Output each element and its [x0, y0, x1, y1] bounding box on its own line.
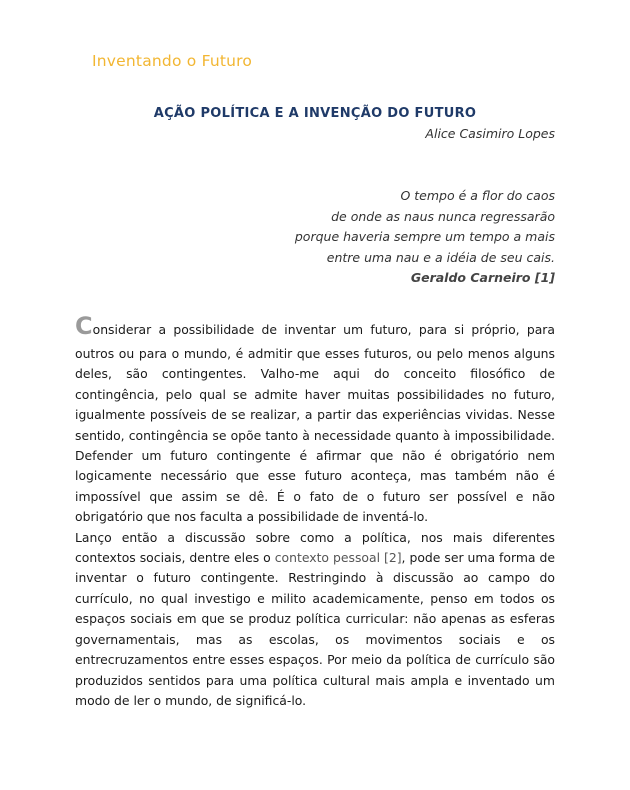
paragraph-2 [75, 528, 555, 712]
article-body [75, 314, 555, 711]
footnote-link-contexto-pessoal[interactable]: contexto pessoal [2] [274, 550, 402, 566]
paragraph-1 [75, 314, 555, 528]
paragraph-1-first-line-text: onsiderar a possibilidade de inventar um futuro, para si próprio, para [92, 322, 555, 337]
drop-cap: C [75, 312, 93, 340]
paragraph-2-text-end: , pode ser uma forma de inventar o futuro contingente. Restringindo à discussão ao campo do currículo, no qual investigo e milito academicamente, penso em todos os espaços sociais em que se produz política curricular: não apenas as esferas governamentais, mas as escolas, os movimentos sociais e os entrecruzamentos entre esses espaços. Por meio da política de currículo são produzidos sentidos para uma política cultural mais ampla e inventado um modo de ler o mundo, de significá-lo. [75, 550, 555, 708]
epigraph-line: porque haveria sempre um tempo a mais [294, 229, 555, 244]
paragraph-2-text-start: Lanço então a discussão sobre como a política, nos mais diferentes contextos sociais, dentre eles o [75, 529, 555, 566]
paragraph-1-text: outros ou para o mundo, é admitir que esses futuros, ou pelo menos alguns deles, são contingentes. Valho-me aqui do conceito filosófico de contingência, pelo qual se admite haver muitas possibilidades no futuro, igualmente possíveis de se realizar, a partir das experiências vividas. Nesse sentido, contingência se opõe tanto à necessidade quanto à impossibilidade. Defender um futuro contingente é afirmar que não é obrigatório nem logicamente necessário que esse futuro aconteça, mas também não é impossível que assim se dê. É o fato de o futuro ser possível e não obrigatório que nos faculta a possibilidade de inventá-lo. [75, 346, 555, 525]
epigraph-line: entre uma nau e a idéia de seu cais. [326, 249, 555, 265]
epigraph-line: de onde as naus nunca regressarão [331, 208, 555, 224]
epigraph [295, 186, 555, 289]
epigraph-attribution: Geraldo Carneiro [1] [410, 270, 555, 285]
article-author: Alice Casimiro Lopes [425, 126, 555, 141]
article-title: AÇÃO POLÍTICA E A INVENÇÃO DO FUTURO [153, 106, 477, 121]
epigraph-line: O tempo é a flor do caos [400, 188, 555, 203]
section-title: Inventando o Futuro [92, 52, 253, 70]
paragraph-1-first-line [75, 314, 555, 342]
